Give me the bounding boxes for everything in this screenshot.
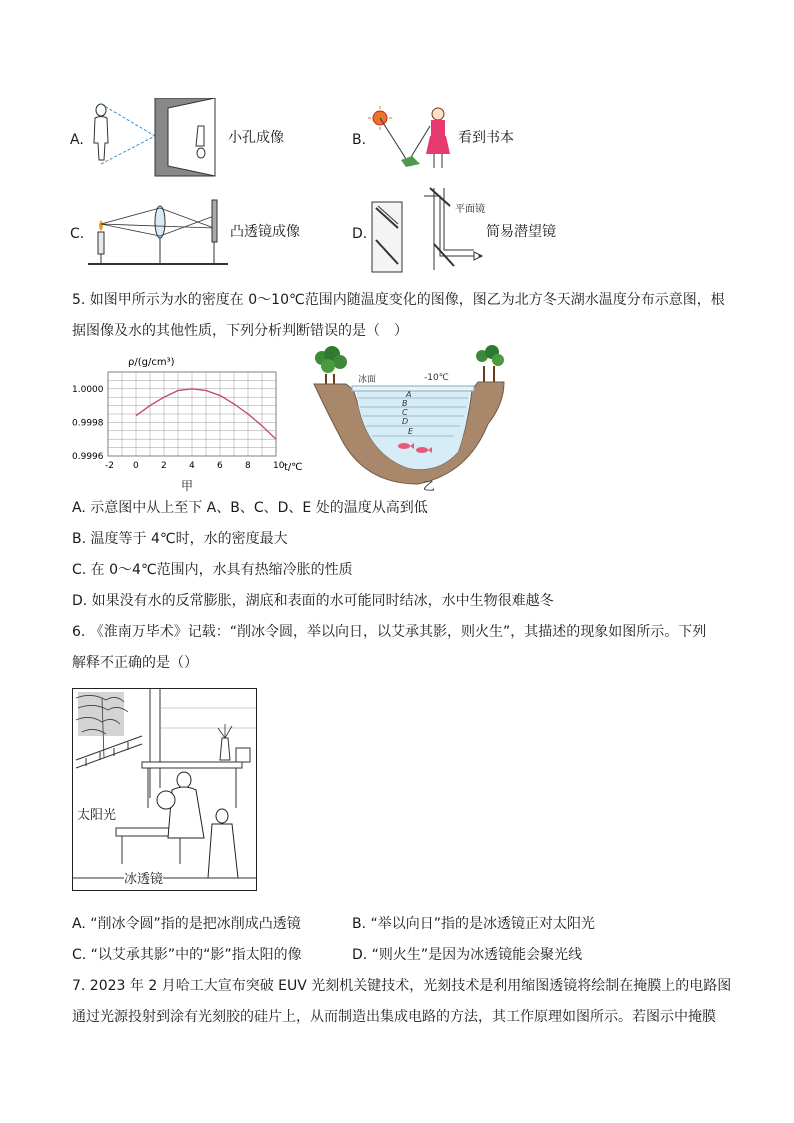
ice-label: 冰面 xyxy=(358,375,377,385)
layer-e: E xyxy=(408,427,414,436)
q6-option-d: D. “则火生”是因为冰透镜能会聚光线 xyxy=(352,947,583,963)
q7-line2: 通过光源投射到涂有光刻胶的硅片上，从而制造出集成电路的方法，其工作原理如图所示。若图示中掩膜 xyxy=(72,1009,716,1025)
y-tick-label: 0.9998 xyxy=(72,418,104,429)
layer-b: B xyxy=(402,399,408,408)
q5-option-d: D. 如果没有水的反常膨胀，湖底和表面的水可能同时结冰，水中生物很难越冬 xyxy=(72,593,554,609)
q4-option-b-caption: 看到书本 xyxy=(458,130,514,146)
chart-ylabel: ρ/(g/cm³) xyxy=(128,357,175,368)
q4-option-a-caption: 小孔成像 xyxy=(228,130,284,146)
q5-stem-line2: 据图像及水的其他性质，下列分析判断错误的是（ ） xyxy=(72,323,408,339)
book-figure xyxy=(368,104,458,174)
x-tick-label: -2 xyxy=(105,461,114,471)
layer-a: A xyxy=(406,390,412,399)
q6-option-c: C. “以艾承其影”中的“影”指太阳的像 xyxy=(72,947,302,963)
lake-figure xyxy=(308,344,518,490)
temp-label: -10℃ xyxy=(424,373,449,383)
q7-line1: 7. 2023 年 2 月哈工大宣布突破 EUV 光刻机关键技术，光刻技术是利用缩图透镜将绘制在掩膜上的电路图 xyxy=(72,978,732,994)
x-tick-label: 2 xyxy=(161,461,167,471)
q5-stem-line1: 5. 如图甲所示为水的密度在 0～10℃范围内随温度变化的图像，图乙为北方冬天湖水温度分布示意图，根 xyxy=(72,292,725,308)
convex-lens-figure xyxy=(88,194,232,268)
q4-option-c-caption: 凸透镜成像 xyxy=(230,224,300,240)
q4-option-d-caption: 简易潜望镜 xyxy=(486,224,556,240)
q5-option-b: B. 温度等于 4℃时，水的密度最大 xyxy=(72,531,288,547)
x-tick-label: 0 xyxy=(133,461,139,471)
tree-left-icon xyxy=(315,346,347,388)
layer-c: C xyxy=(402,408,408,417)
x-tick-label: 6 xyxy=(217,461,223,471)
x-tick-label: 8 xyxy=(245,461,251,471)
q6-option-b: B. “举以向日”指的是冰透镜正对太阳光 xyxy=(352,916,596,932)
x-tick-label: 4 xyxy=(189,461,195,471)
q5-option-a: A. 示意图中从上至下 A、B、C、D、E 处的温度从高到低 xyxy=(72,500,428,516)
q6-stem-line1: 6. 《淮南万毕术》记载：“削冰令圆，举以向日，以艾承其影，则火生”，其描述的现象如图所示。下列 xyxy=(72,624,707,640)
q4-option-d-letter: D. xyxy=(352,226,368,242)
img-label-ice-lens: 冰透镜 xyxy=(124,870,163,890)
chart-xlabel: t/℃ xyxy=(284,462,303,473)
layer-d: D xyxy=(402,417,409,426)
tree-right-icon xyxy=(476,345,504,382)
q4-option-c-letter: C. xyxy=(70,226,85,242)
figure-label-jia: 甲 xyxy=(181,479,194,493)
ancient-illustration xyxy=(72,688,258,892)
q4-option-b-letter: B. xyxy=(352,132,367,148)
x-tick-label: 10 xyxy=(273,461,285,471)
y-tick-label: 0.9996 xyxy=(72,452,104,462)
density-chart xyxy=(70,352,310,492)
pinhole-figure xyxy=(86,98,226,178)
y-tick-label: 1.0000 xyxy=(72,384,104,395)
img-label-sunlight: 太阳光 xyxy=(77,806,116,826)
q6-option-a: A. “削冰令圆”指的是把冰削成凸透镜 xyxy=(72,916,301,932)
q5-option-c: C. 在 0～4℃范围内，水具有热缩冷胀的性质 xyxy=(72,562,353,578)
periscope-mirror-label: 平面镜 xyxy=(455,204,485,215)
figure-label-yi: 乙 xyxy=(423,479,436,493)
q4-option-a-letter: A. xyxy=(70,132,84,148)
periscope-figure xyxy=(368,184,488,276)
q6-stem-line2: 解释不正确的是（） xyxy=(72,655,198,671)
